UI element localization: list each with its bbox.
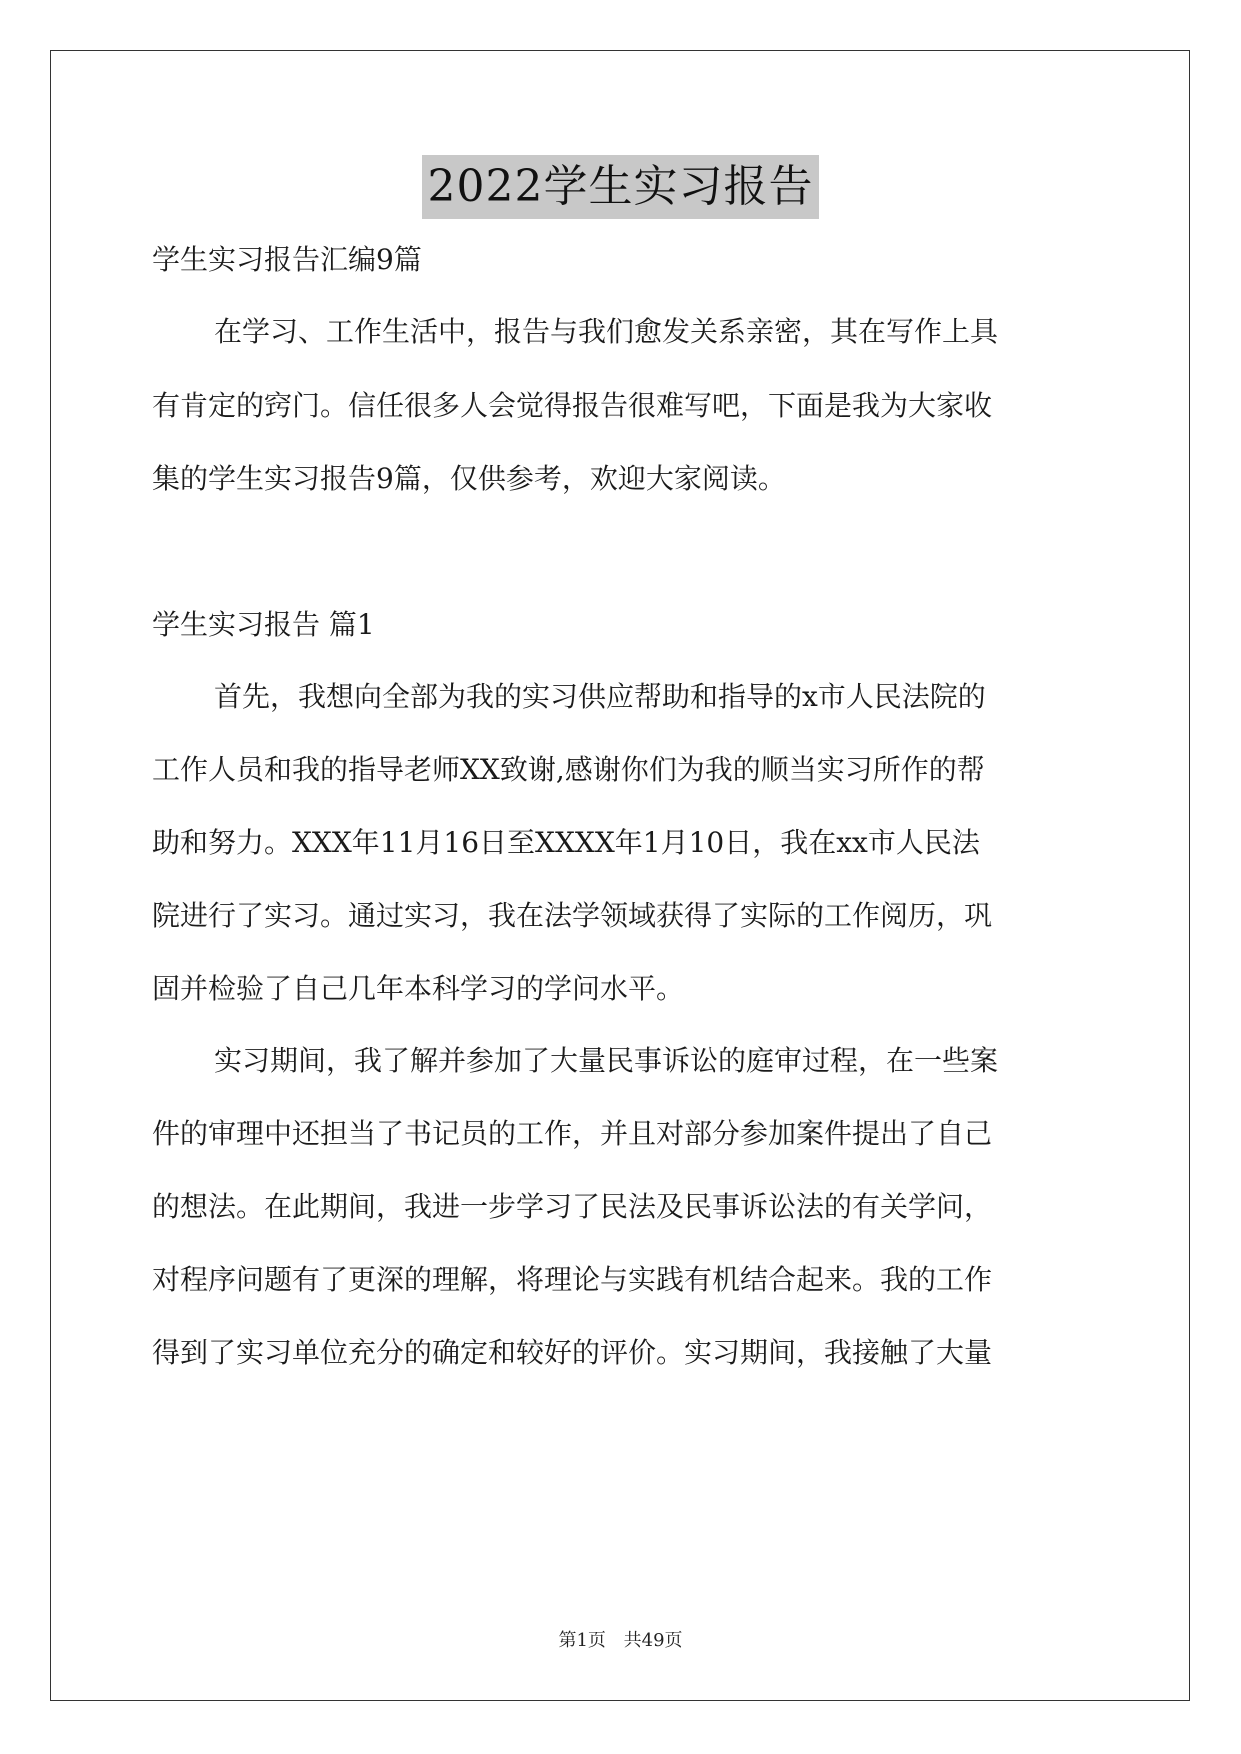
intro-line-1: 在学习、工作生活中，报告与我们愈发关系亲密，其在写作上具	[214, 315, 999, 348]
document-subtitle: 学生实习报告汇编9篇	[152, 243, 422, 276]
title-container	[0, 155, 1241, 219]
intro-line-2: 有肯定的窍门。信任很多人会觉得报告很难写吧，下面是我为大家收	[152, 389, 993, 422]
body-line-7: 件的审理中还担当了书记员的工作，并且对部分参加案件提出了自己	[152, 1117, 993, 1150]
body-line-5: 固并检验了自己几年本科学习的学问水平。	[152, 972, 685, 1005]
page-total: 共49页	[623, 1630, 683, 1651]
body-line-6: 实习期间，我了解并参加了大量民事诉讼的庭审过程，在一些案	[214, 1044, 999, 1077]
page-footer	[0, 1626, 1241, 1652]
section-heading: 学生实习报告 篇1	[152, 608, 375, 641]
body-line-2: 工作人员和我的指导老师XX致谢,感谢你们为我的顺当实习所作的帮	[152, 753, 985, 786]
body-line-3: 助和努力。XXX年11月16日至XXXX年1月10日，我在xx市人民法	[152, 826, 980, 859]
page-border	[50, 50, 1190, 1701]
body-line-10: 得到了实习单位充分的确定和较好的评价。实习期间，我接触了大量	[152, 1336, 993, 1369]
body-line-1: 首先，我想向全部为我的实习供应帮助和指导的x市人民法院的	[214, 680, 986, 713]
page-number: 第1页	[558, 1630, 606, 1651]
intro-line-3: 集的学生实习报告9篇，仅供参考，欢迎大家阅读。	[152, 462, 786, 495]
body-line-9: 对程序问题有了更深的理解，将理论与实践有机结合起来。我的工作	[152, 1263, 993, 1296]
document-title: 2022学生实习报告	[422, 155, 820, 219]
body-line-4: 院进行了实习。通过实习，我在法学领域获得了实际的工作阅历，巩	[152, 899, 993, 932]
body-line-8: 的想法。在此期间，我进一步学习了民法及民事诉讼法的有关学问，	[152, 1190, 993, 1223]
